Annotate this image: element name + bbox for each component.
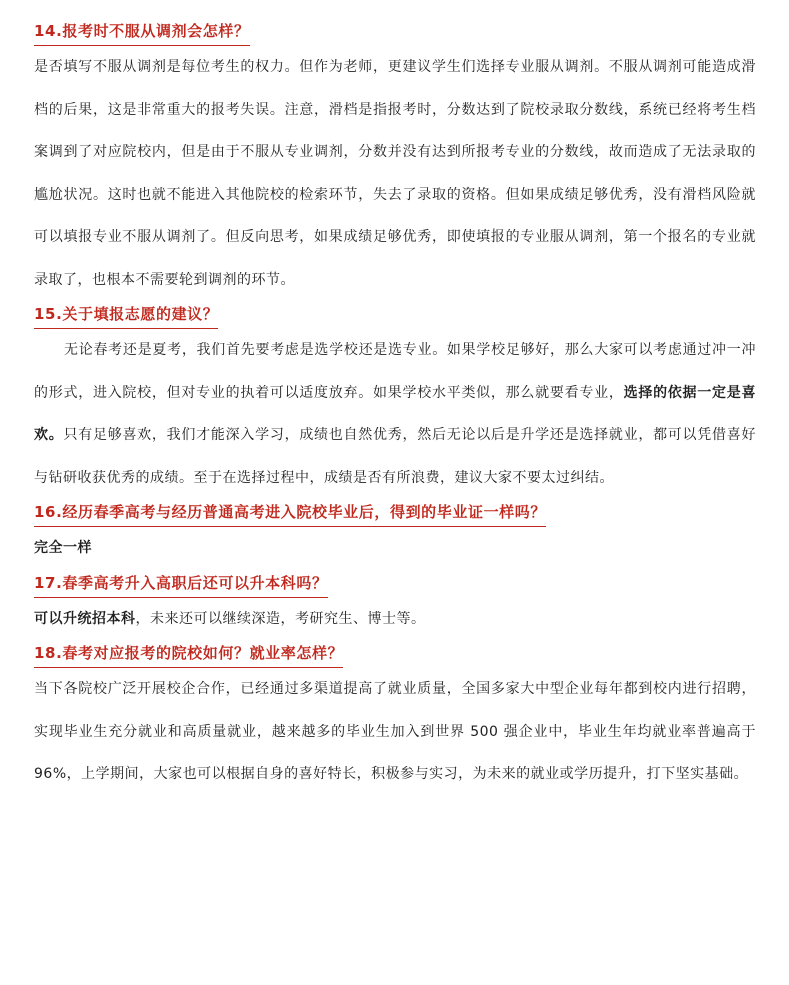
section-q16 (34, 499, 756, 570)
question-18-answer: 当下各院校广泛开展校企合作，已经通过多渠道提高了就业质量，全国多家大中型企业每年都到校内进行招聘，实现毕业生充分就业和高质量就业，越来越多的毕业生加入到世界 500 强企业中，毕业生年均就业率普遍高于 96%，上学期间，大家也可以根据自身的喜好特长，积极参与实习，为未来的就业或学历提升，打下坚实基础。 (34, 681, 756, 782)
section-q14 (34, 18, 756, 301)
question-15-answer-part1: 无论春考还是夏考，我们首先要考虑是选学校还是选专业。如果学校足够好，那么大家可以考虑通过冲一冲的形式，进入院校，但对专业的执着可以适度放弃。如果学校水平类似，那么就要看专业， (34, 342, 756, 401)
question-14-title: 14.报考时不服从调剂会怎样？ (34, 18, 250, 46)
question-16-title: 16.经历春季高考与经历普通高考进入院校毕业后，得到的毕业证一样吗？ (34, 499, 546, 527)
question-17-answer-rest: ，未来还可以继续深造，考研究生、博士等。 (135, 610, 426, 627)
question-15-title: 15.关于填报志愿的建议？ (34, 301, 218, 329)
question-15-answer (34, 329, 756, 499)
question-17-answer-emphasis: 可以升统招本科 (34, 610, 136, 627)
question-14-answer: 是否填写不服从调剂是每位考生的权力。但作为老师，更建议学生们选择专业服从调剂。不服从调剂可能造成滑档的后果，这是非常重大的报考失误。注意，滑档是指报考时，分数达到了院校录取分数线，系统已经将考生档案调到了对应院校内，但是由于不服从专业调剂，分数并没有达到所报考专业的分数线，故而造成了无法录取的尴尬状况。这时也就不能进入其他院校的检索环节，失去了录取的资格。但如果成绩足够优秀，没有滑档风险就可以填报专业不服从调剂了。但反向思考，如果成绩足够优秀，即使填报的专业服从调剂，第一个报名的专业就录取了，也根本不需要轮到调剂的环节。 (34, 59, 756, 288)
question-16-answer: 完全一样 (34, 540, 92, 556)
question-15-answer-part2: 只有足够喜欢，我们才能深入学习，成绩也自然优秀，然后无论以后是升学还是选择就业，都可以凭借喜好与钻研收获优秀的成绩。至于在选择过程中，成绩是否有所浪费，建议大家不要太过纠结。 (34, 427, 757, 486)
question-15-answer-emphasis: 选择的依据一定是喜欢。 (34, 384, 757, 443)
question-17-answer (34, 598, 756, 641)
section-q15 (34, 301, 756, 499)
section-q18 (34, 640, 756, 796)
question-17-title: 17.春季高考升入高职后还可以升本科吗？ (34, 570, 328, 598)
section-q17 (34, 570, 756, 641)
document-page (34, 18, 756, 796)
question-18-title: 18.春考对应报考的院校如何？就业率怎样？ (34, 640, 343, 668)
